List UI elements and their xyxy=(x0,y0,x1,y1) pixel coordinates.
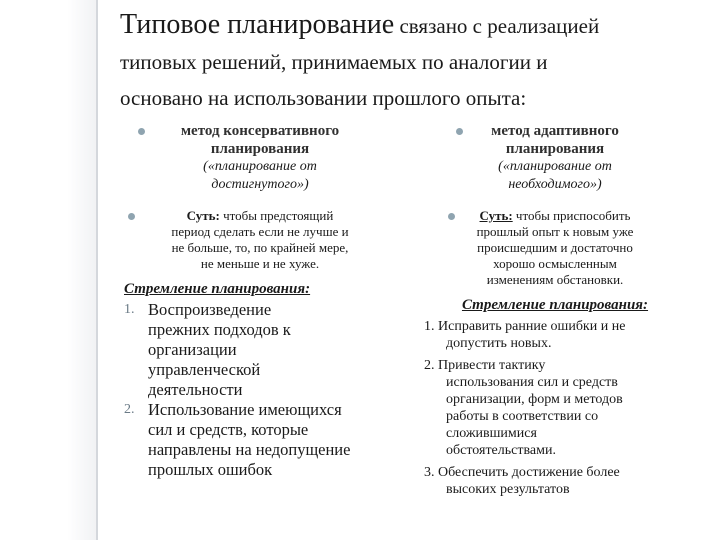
item-line: 1. Исправить ранние ошибки и не xyxy=(424,319,626,334)
adaptive-column xyxy=(420,122,690,498)
item-line: направлены на недопущение xyxy=(148,440,351,459)
item-line: высоких результатов xyxy=(446,482,570,497)
conservative-list xyxy=(124,300,396,480)
conservative-essence xyxy=(124,208,396,272)
item-line: 3. Обеспечить достижение более xyxy=(424,465,620,480)
item-line: допустить новых. xyxy=(446,336,552,351)
item-line: управленческой xyxy=(148,360,261,379)
conservative-column xyxy=(124,122,396,480)
item-line: сложившимися xyxy=(446,426,537,441)
list-item xyxy=(124,300,396,400)
title-line3: основано на использовании прошлого опыта: xyxy=(120,86,527,110)
item-line: Использование имеющихся xyxy=(148,400,342,419)
item-line: Воспроизведение xyxy=(148,300,272,319)
adaptive-essence-line3: происшедшим и достаточно xyxy=(477,240,633,255)
essence-label: Суть: xyxy=(479,208,513,223)
conservative-striving-label: Стремление планирования: xyxy=(124,281,311,297)
adaptive-heading-line1: метод адаптивного xyxy=(491,123,619,139)
item-line: 2. Привести тактику xyxy=(424,358,546,373)
conservative-essence-line2: период сделать если не лучше и xyxy=(171,224,349,239)
conservative-note-line1: («планирование от xyxy=(203,159,317,174)
slide-title xyxy=(120,6,710,114)
item-line: обстоятельствами. xyxy=(446,443,556,458)
conservative-heading xyxy=(124,122,396,158)
vertical-divider xyxy=(96,0,98,540)
item-line: организации xyxy=(148,340,237,359)
conservative-essence-line1: чтобы предстоящий xyxy=(219,208,334,223)
list-item xyxy=(424,357,690,459)
title-rest-line1: связано с реализацией xyxy=(394,14,600,38)
item-number: 2. xyxy=(124,402,135,417)
adaptive-essence-line5: изменениям обстановки. xyxy=(486,272,624,287)
adaptive-heading-line2: планирования xyxy=(505,141,605,157)
adaptive-note-line2: необходимого») xyxy=(508,177,602,192)
bullet-dot-icon xyxy=(138,128,145,135)
adaptive-striving-label: Стремление планирования: xyxy=(461,297,649,313)
list-item xyxy=(424,464,690,498)
conservative-note xyxy=(124,158,396,194)
adaptive-note-line1: («планирование от xyxy=(498,159,612,174)
conservative-essence-line3: не больше, то, по крайней мере, xyxy=(171,240,349,255)
bullet-dot-icon xyxy=(128,213,135,220)
conservative-note-line2: достигнутого») xyxy=(211,177,309,192)
item-number: 1. xyxy=(124,302,135,317)
conservative-heading-line1: метод консервативного xyxy=(180,123,340,139)
adaptive-essence-line4: хорошо осмысленным xyxy=(493,256,617,271)
item-line: использования сил и средств xyxy=(446,375,618,390)
title-line2: типовых решений, принимаемых по аналогии и xyxy=(120,50,548,74)
adaptive-essence xyxy=(420,208,690,288)
bullet-dot-icon xyxy=(448,213,455,220)
conservative-heading-line2: планирования xyxy=(210,141,310,157)
adaptive-essence-line1: чтобы приспособить xyxy=(512,208,631,223)
adaptive-note xyxy=(420,158,690,194)
list-item xyxy=(424,318,690,352)
left-margin-shade xyxy=(0,0,96,540)
title-lead: Типовое планирование xyxy=(120,9,395,40)
item-line: прошлых ошибок xyxy=(148,460,273,479)
bullet-dot-icon xyxy=(456,128,463,135)
list-item xyxy=(124,400,396,480)
adaptive-heading xyxy=(420,122,690,158)
item-line: сил и средств, которые xyxy=(148,420,309,439)
item-line: прежних подходов к xyxy=(148,320,291,339)
adaptive-essence-line2: прошлый опыт к новым уже xyxy=(476,224,634,239)
adaptive-list xyxy=(424,318,690,498)
item-line: организации, форм и методов xyxy=(446,392,623,407)
item-line: работы в соответствии со xyxy=(446,409,599,424)
conservative-essence-line4: не меньше и не хуже. xyxy=(200,256,320,271)
essence-label: Суть: xyxy=(186,208,220,223)
item-line: деятельности xyxy=(148,380,243,399)
